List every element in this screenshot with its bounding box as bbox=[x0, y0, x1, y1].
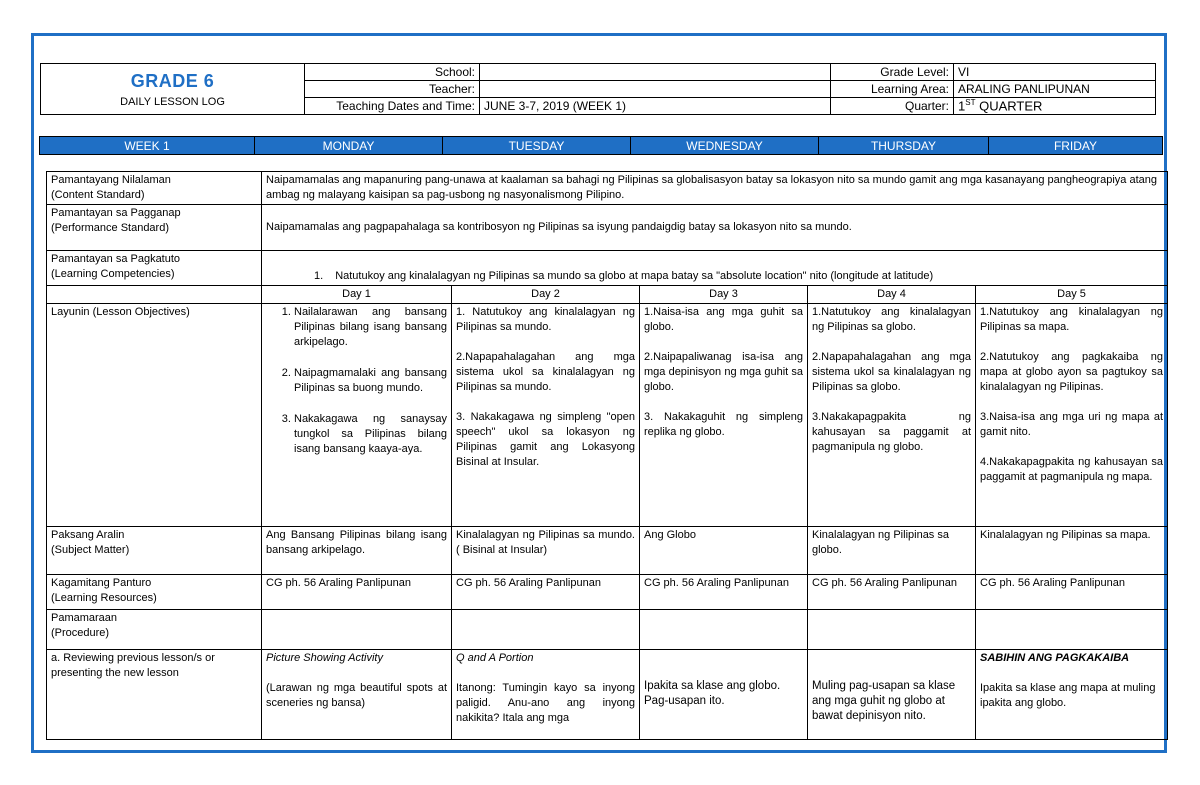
procedure-day-1 bbox=[262, 610, 452, 650]
day-3-label: Day 3 bbox=[640, 286, 808, 304]
day-4-label: Day 4 bbox=[808, 286, 976, 304]
performance-standard-title: Pamantayan sa Pagganap bbox=[51, 207, 181, 219]
procedure-day-2 bbox=[452, 610, 640, 650]
objectives-day-1 bbox=[262, 304, 452, 527]
objective-item: 1.Naisa-isa ang mga guhit sa globo. bbox=[644, 306, 803, 333]
subject-day-2: Kinalalagyan ng Pilipinas sa mundo. ( Bisinal at Insular) bbox=[452, 527, 640, 575]
resources-day-5: CG ph. 56 Araling Panlipunan bbox=[976, 575, 1168, 610]
content-standard-title: Pamantayang Nilalaman bbox=[51, 174, 171, 186]
objective-item: 1.Natutukoy ang kinalalagyan ng Pilipinas sa mapa. bbox=[980, 306, 1164, 333]
objective-item: 2.Napapahalagahan ang mga sistema ukol sa kinalalagyan ng Pilipinas sa mundo. bbox=[456, 351, 635, 393]
procedure-day-3 bbox=[640, 610, 808, 650]
performance-standard-label bbox=[47, 205, 262, 251]
objective-item: 3. Nakakagawa ng simpleng "open speech" ukol sa lokasyon ng Pilipinas gamit ang Lokasyong Bisinal at Insular. bbox=[456, 411, 635, 468]
procedure-title: Pamamaraan bbox=[51, 612, 118, 624]
competencies-text bbox=[262, 251, 1168, 286]
week-bar bbox=[39, 136, 1163, 155]
quarter-text: QUARTER bbox=[975, 98, 1043, 114]
competencies-subtitle: (Learning Competencies) bbox=[51, 268, 175, 280]
school-field[interactable] bbox=[480, 64, 831, 81]
day-header-friday: FRIDAY bbox=[989, 137, 1163, 155]
subject-day-1: Ang Bansang Pilipinas bilang isang bansang arkipelago. bbox=[262, 527, 452, 575]
competency-number: 1. bbox=[314, 270, 324, 282]
grade-title: GRADE 6 bbox=[130, 70, 215, 91]
objective-item: 3. Nakakagawa ng sanaysay tungkol sa Pilipinas bilang isang bansang kaaya-aya. bbox=[294, 412, 447, 457]
learning-area-field[interactable]: ARALING PANLIPUNAN bbox=[954, 81, 1156, 98]
performance-standard-value: Naipamamalas ang pagpapahalaga sa kontribosyon ng Pilipinas sa isyung pandaigdig batay sa lokasyon nito sa mundo. bbox=[266, 221, 852, 233]
review-day-2-title: Q and A Portion bbox=[456, 652, 534, 664]
grade-level-field[interactable]: VI bbox=[954, 64, 1156, 81]
content-standard-subtitle: (Content Standard) bbox=[51, 189, 145, 201]
subject-day-3: Ang Globo bbox=[640, 527, 808, 575]
log-title: DAILY LESSON LOG bbox=[120, 95, 225, 108]
objectives-label: Layunin (Lesson Objectives) bbox=[47, 304, 262, 527]
review-day-3 bbox=[640, 650, 808, 740]
school-label: School: bbox=[305, 64, 480, 81]
objectives-day-4 bbox=[808, 304, 976, 527]
review-day-4 bbox=[808, 650, 976, 740]
objective-item: 3.Nakakapagpakita ng kahusayan sa paggamit at pagmanipula ng globo. bbox=[812, 411, 971, 453]
objective-item: 3.Naisa-isa ang mga uri ng mapa at gamit nito. bbox=[980, 411, 1164, 438]
title-cell bbox=[41, 64, 305, 115]
content-standard-label bbox=[47, 172, 262, 205]
resources-day-3: CG ph. 56 Araling Panlipunan bbox=[640, 575, 808, 610]
objectives-day-3 bbox=[640, 304, 808, 527]
quarter-suffix: ST bbox=[965, 98, 976, 108]
day-2-label: Day 2 bbox=[452, 286, 640, 304]
performance-standard-subtitle: (Performance Standard) bbox=[51, 222, 169, 234]
day-header-thursday: THURSDAY bbox=[819, 137, 989, 155]
performance-standard-text bbox=[262, 205, 1168, 251]
competencies-title: Pamantayan sa Pagkatuto bbox=[51, 253, 181, 265]
resources-label bbox=[47, 575, 262, 610]
procedure-label bbox=[47, 610, 262, 650]
quarter-label: Quarter: bbox=[831, 98, 954, 115]
review-label: a. Reviewing previous lesson/s or presenting the new lesson bbox=[47, 650, 262, 740]
review-day-1-text: (Larawan ng mga beautiful spots at sceneries ng bansa) bbox=[266, 682, 447, 709]
quarter-number: 1 bbox=[958, 98, 966, 114]
review-day-2-text: Itanong: Tumingin kayo sa inyong paligid. Anu-ano ang inyong nakikita? Itala ang mga bbox=[456, 682, 635, 724]
objective-item: 2. Naipagmamalaki ang bansang Pilipinas sa buong mundo. bbox=[294, 366, 447, 396]
dates-field[interactable]: JUNE 3-7, 2019 (WEEK 1) bbox=[480, 98, 831, 115]
review-day-3-text: Ipakita sa klase ang globo. Pag-usapan ito. bbox=[644, 680, 781, 707]
resources-day-2: CG ph. 56 Araling Panlipunan bbox=[452, 575, 640, 610]
subject-matter-label bbox=[47, 527, 262, 575]
review-day-2 bbox=[452, 650, 640, 740]
subject-day-5: Kinalalagyan ng Pilipinas sa mapa. bbox=[976, 527, 1168, 575]
procedure-subtitle: (Procedure) bbox=[51, 627, 110, 639]
teacher-label: Teacher: bbox=[305, 81, 480, 98]
objective-item: 1. Nailalarawan ang bansang Pilipinas bilang isang bansang arkipelago. bbox=[294, 305, 447, 350]
objective-item: 2.Napapahalagahan ang mga sistema ukol sa kinalalagyan ng Pilipinas sa globo. bbox=[812, 351, 971, 393]
header-table bbox=[40, 63, 1156, 115]
quarter-field[interactable] bbox=[954, 98, 1156, 115]
resources-day-4: CG ph. 56 Araling Panlipunan bbox=[808, 575, 976, 610]
week-label: WEEK 1 bbox=[40, 137, 255, 155]
objective-item: 1. Natutukoy ang kinalalagyan ng Pilipinas sa mundo. bbox=[456, 306, 635, 333]
resources-subtitle: (Learning Resources) bbox=[51, 592, 157, 604]
teacher-field[interactable] bbox=[480, 81, 831, 98]
competency-value: Natutukoy ang kinalalagyan ng Pilipinas sa mundo sa globo at mapa batay sa "absolute location" nito (longitude at latitude) bbox=[335, 270, 934, 282]
day-5-label: Day 5 bbox=[976, 286, 1168, 304]
learning-area-label: Learning Area: bbox=[831, 81, 954, 98]
resources-day-1: CG ph. 56 Araling Panlipunan bbox=[262, 575, 452, 610]
procedure-day-5 bbox=[976, 610, 1168, 650]
objective-item: 2.Naipapaliwanag isa-isa ang mga depinisyon ng mga guhit sa globo. bbox=[644, 351, 803, 393]
day-header-monday: MONDAY bbox=[255, 137, 443, 155]
objective-item: 3. Nakakaguhit ng simpleng replika ng globo. bbox=[644, 411, 803, 438]
review-day-1 bbox=[262, 650, 452, 740]
procedure-day-4 bbox=[808, 610, 976, 650]
day-header-tuesday: TUESDAY bbox=[443, 137, 631, 155]
objective-item: 4.Nakakapagpakita ng kahusayan sa paggamit at pagmanipula ng mapa. bbox=[980, 456, 1164, 483]
resources-title: Kagamitang Panturo bbox=[51, 577, 152, 589]
review-day-5 bbox=[976, 650, 1168, 740]
objectives-day-5 bbox=[976, 304, 1168, 527]
day-header-wednesday: WEDNESDAY bbox=[631, 137, 819, 155]
objectives-day-1-list bbox=[266, 305, 447, 457]
review-day-5-title: SABIHIN ANG PAGKAKAIBA bbox=[980, 652, 1130, 664]
dates-label: Teaching Dates and Time: bbox=[305, 98, 480, 115]
review-day-5-text: Ipakita sa klase ang mapa at muling ipakita ang globo. bbox=[980, 682, 1156, 709]
grade-level-label: Grade Level: bbox=[831, 64, 954, 81]
objective-item: 1.Natutukoy ang kinalalagyan ng Pilipinas sa globo. bbox=[812, 306, 971, 333]
review-day-1-title: Picture Showing Activity bbox=[266, 652, 383, 664]
subject-matter-subtitle: (Subject Matter) bbox=[51, 544, 130, 556]
subject-day-4: Kinalalagyan ng Pilipinas sa globo. bbox=[808, 527, 976, 575]
day-1-label: Day 1 bbox=[262, 286, 452, 304]
day-row-spacer bbox=[47, 286, 262, 304]
objectives-day-2 bbox=[452, 304, 640, 527]
subject-matter-title: Paksang Aralin bbox=[51, 529, 125, 541]
objective-item: 2.Natutukoy ang pagkakaiba ng mapa at globo ayon sa pagtukoy sa kinalalagyan ng Pilipinas. bbox=[980, 351, 1164, 393]
content-standard-text: Naipamamalas ang mapanuring pang-unawa at kaalaman sa bahagi ng Pilipinas sa globalisasyon batay sa lokasyon nito sa mundo gamit ang mga kasanayang pangheograpiya atang ambag ng malayang kaisipan sa pag-usbong ng nasyonalismong Pilipino. bbox=[262, 172, 1168, 205]
review-day-4-text: Muling pag-usapan sa klase ang mga guhit ng globo at bawat depinisyon nito. bbox=[812, 680, 956, 722]
competencies-label bbox=[47, 251, 262, 286]
lesson-table bbox=[46, 171, 1168, 740]
